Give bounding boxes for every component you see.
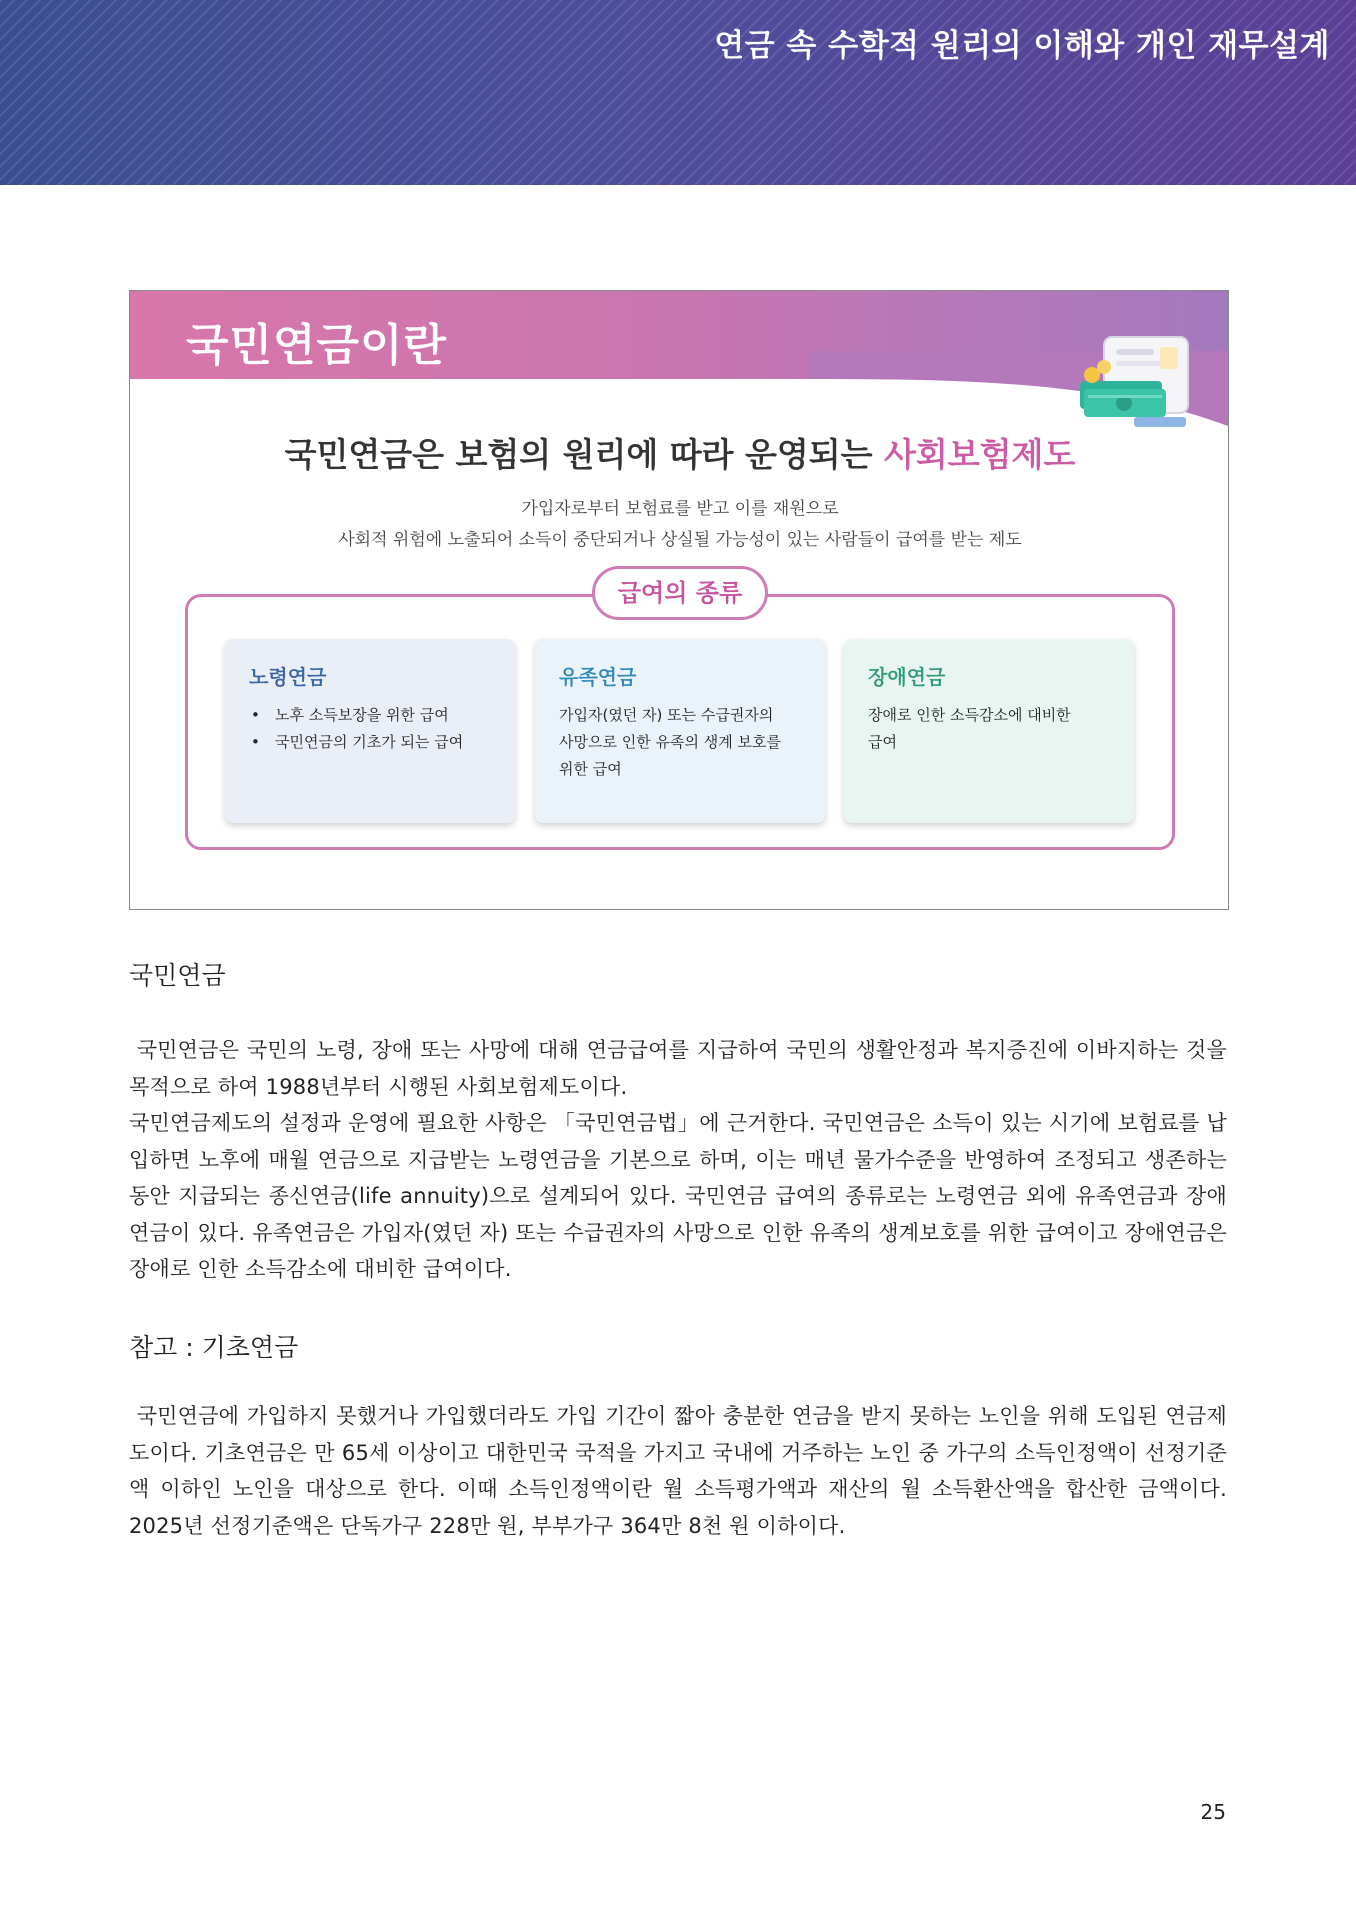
card-title: 노령연금 [249, 665, 327, 689]
slide-subtext-line-1: 가입자로부터 보험료를 받고 이를 재원으로 [521, 499, 839, 519]
slide-main-statement [130, 429, 1229, 476]
card-bullet: • 노후 소득보장을 위한 급여 [249, 702, 491, 729]
card-bullet: • 국민연금의 기초가 되는 급여 [249, 729, 491, 756]
slide-figure [129, 290, 1229, 910]
header-title: 연금 속 수학적 원리의 이해와 개인 재무설계 [714, 28, 1330, 64]
paragraph-national-pension-details: 국민연금제도의 설정과 운영에 필요한 사항은 「국민연금법」에 근거한다. 국민연금은 소득이 있는 시기에 보험료를 납입하면 노후에 매월 연금으로 지급받는 노령연금을 기본으로 하며, 이는 매년 물가수준을 반영하여 조정되고 생존하는 동안 지급되는 종신연금(life annuity)으로 설계되어 있다. 국민연금 급여의 종류로는 노령연금 외에 유족연금과 장애연금이 있다. 유족연금은 가입자(였던 자) 또는 수급권자의 사망으로 인한 유족의 생계보호를 위한 급여이고 장애연금은 장애로 인한 소득감소에 대비한 급여이다. [129, 1111, 1227, 1282]
card-text-line: 위한 급여 [559, 760, 622, 778]
page-number: 25 [1200, 1800, 1226, 1824]
paragraph-basic-pension: 국민연금에 가입하지 못했거나 가입했더라도 가입 기간이 짧아 충분한 연금을 받지 못하는 노인을 위해 도입된 연금제도이다. 기초연금은 만 65세 이상이고 대한민국 국적을 가지고 국내에 거주하는 노인 중 가구의 소득인정액이 선정기준액 이하인 노인을 대상으로 한다. 이때 소득인정액이란 월 소득평가액과 재산의 월 소득환산액을 합산한 금액이다. 2025년 선정기준액은 단독가구 228만 원, 부부가구 364만 8천 원 이하이다. [129, 1404, 1227, 1538]
slide-heading: 국민연금이란 [186, 320, 448, 371]
card-text-line: 사망으로 인한 유족의 생계 보호를 [559, 733, 781, 751]
card-text-line: 가입자(였던 자) 또는 수급권자의 [559, 706, 774, 724]
slide-subtext-line-2: 사회적 위험에 노출되어 소득이 중단되거나 상실될 가능성이 있는 사람들이 급여를 받는 제도 [338, 530, 1022, 550]
card-title: 장애연금 [868, 665, 946, 689]
paragraph-national-pension-intro: 국민연금은 국민의 노령, 장애 또는 사망에 대해 연금급여를 지급하여 국민의 생활안정과 복지증진에 이바지하는 것을 목적으로 하여 1988년부터 시행된 사회보험제도이다. [129, 1038, 1227, 1099]
section-title-national-pension: 국민연금 [129, 961, 226, 990]
main-statement-text: 국민연금은 보험의 원리에 따라 운영되는 [284, 435, 885, 474]
money-wallet-icon [1074, 333, 1196, 433]
card-bullet-list [249, 702, 491, 756]
section-title-basic-pension: 참고 : 기초연금 [129, 1333, 299, 1362]
card-text-line: 급여 [868, 733, 897, 751]
benefit-types-label: 급여의 종류 [592, 566, 768, 620]
page-header [0, 0, 1356, 185]
card-survivor-pension [535, 639, 825, 823]
card-text-line: 장애로 인한 소득감소에 대비한 [868, 706, 1071, 724]
card-title: 유족연금 [559, 665, 637, 689]
main-statement-accent: 사회보험제도 [884, 435, 1076, 474]
card-old-age-pension [225, 639, 515, 823]
card-disability-pension [844, 639, 1134, 823]
